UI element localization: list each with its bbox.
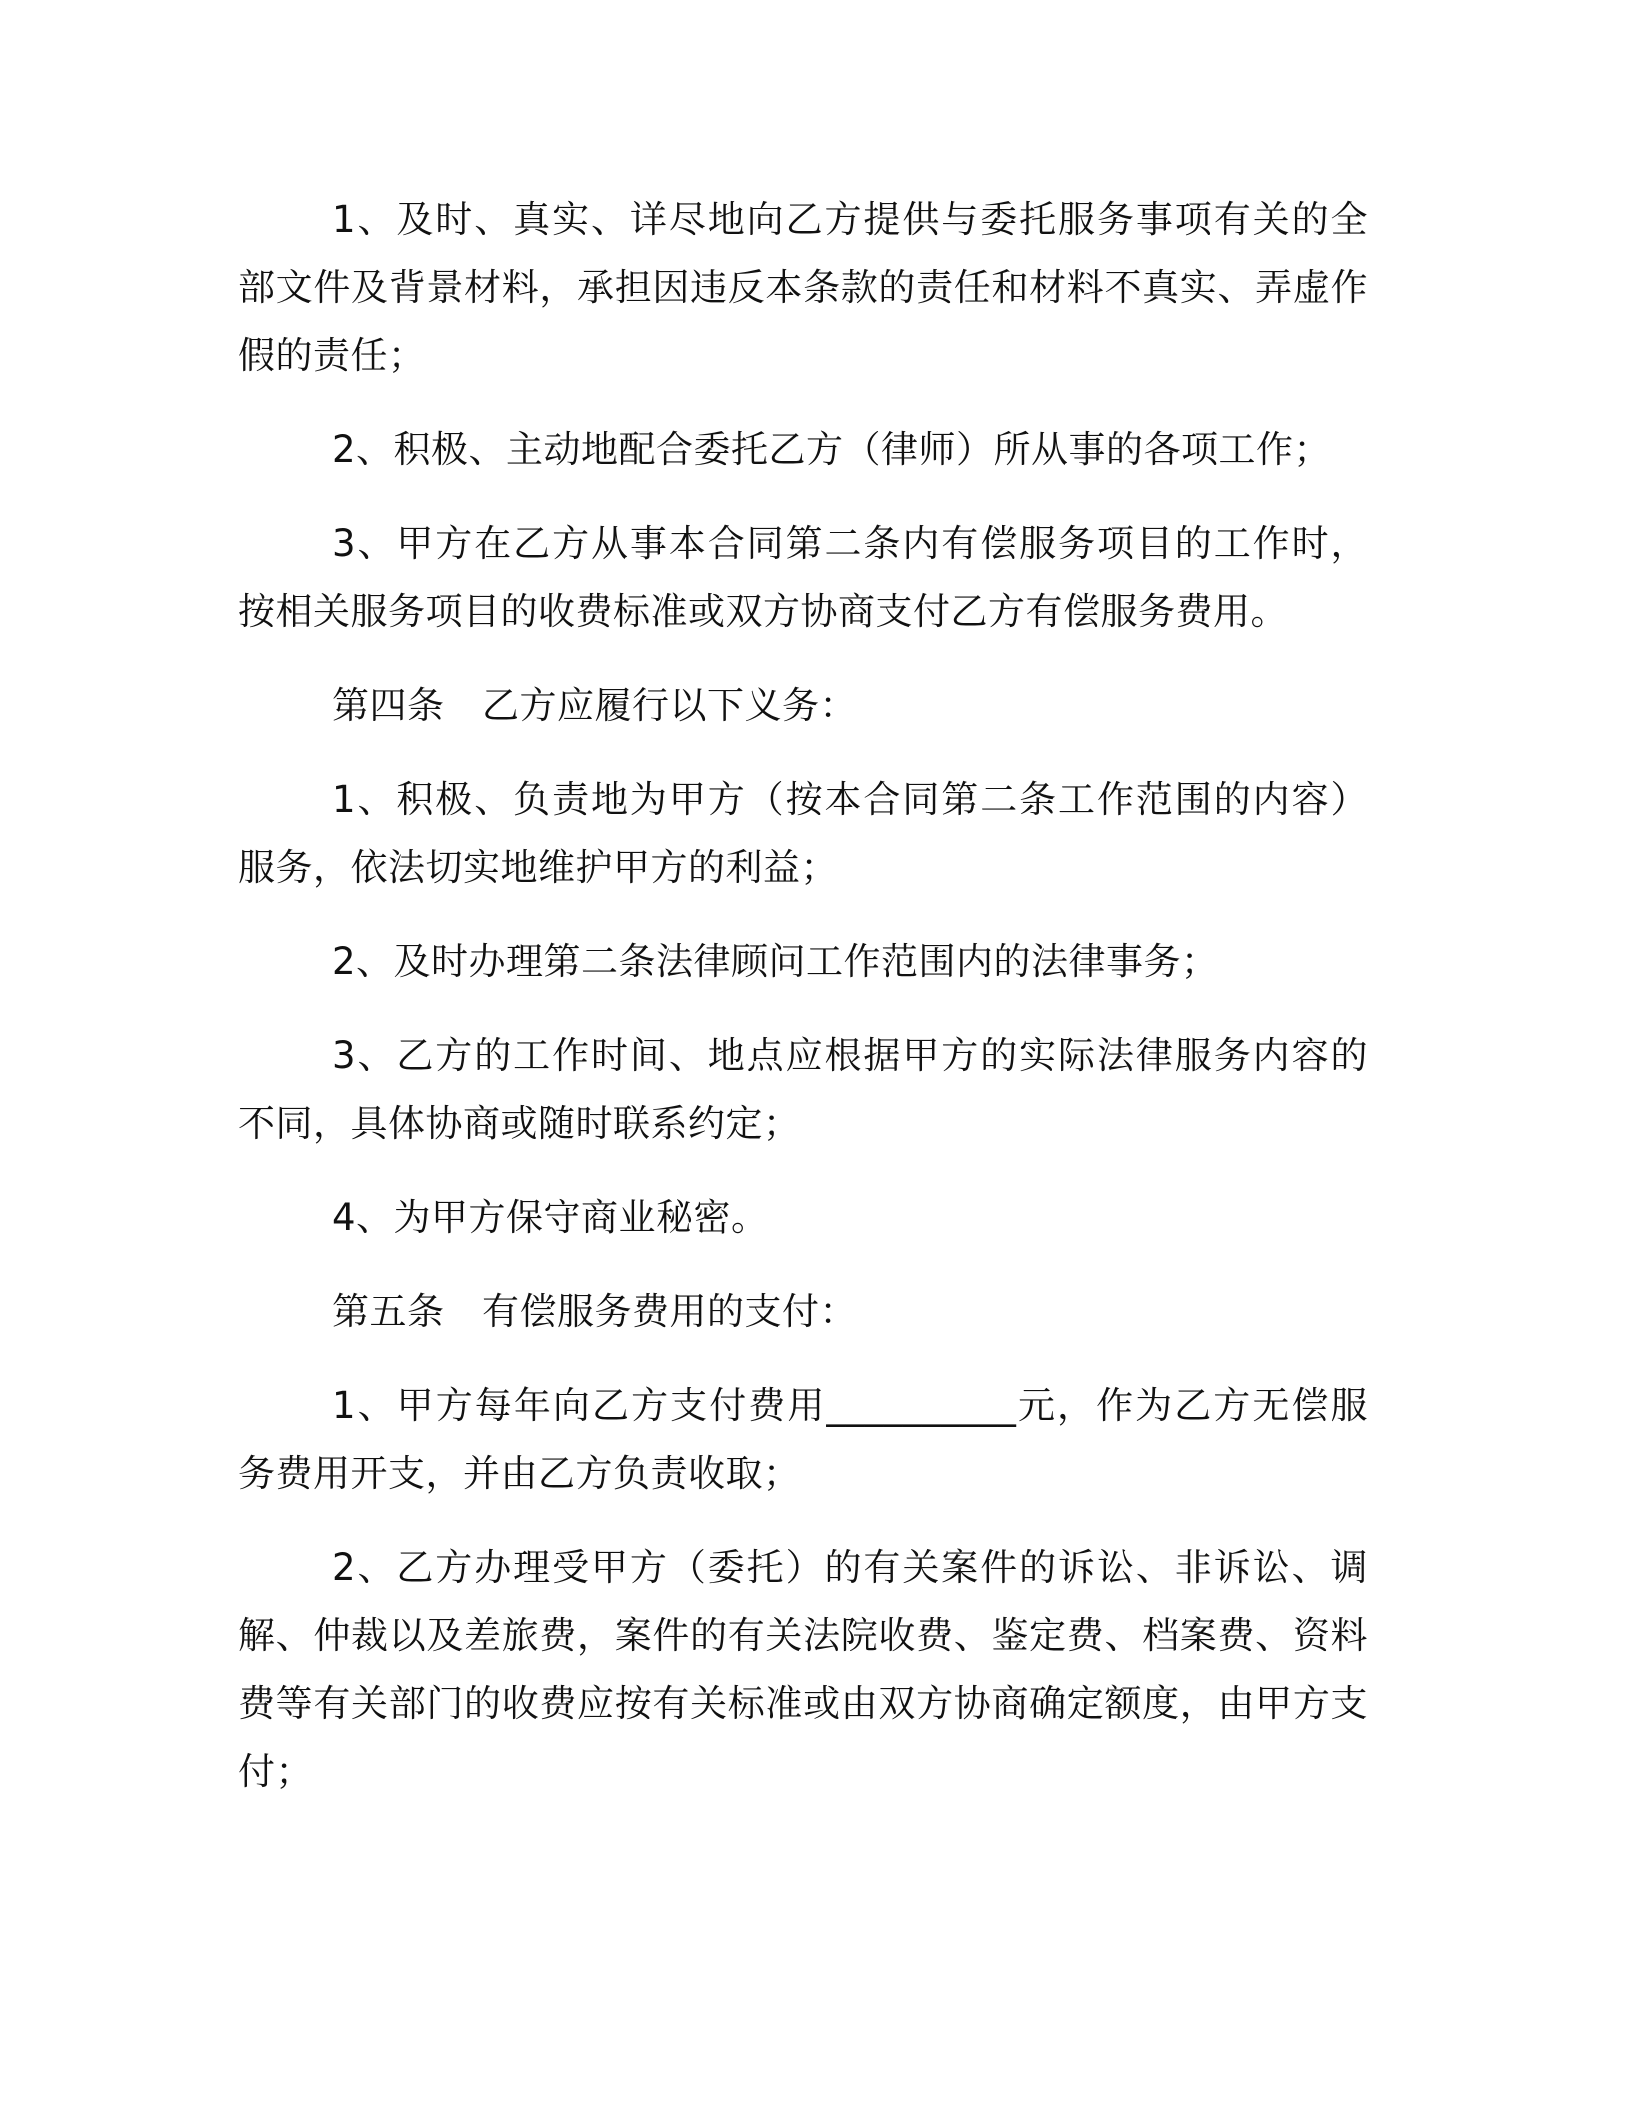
clause-3-item-3: 3、甲方在乙方从事本合同第二条内有偿服务项目的工作时，按相关服务项目的收费标准或双方协商支付乙方有偿服务费用。 — [238, 522, 1368, 633]
article-4-heading: 第四条 乙方应履行以下义务： — [332, 684, 857, 727]
clause-4-item-2: 2、及时办理第二条法律顾问工作范围内的法律事务； — [332, 940, 1219, 983]
clause-4-item-4: 4、为甲方保守商业秘密。 — [332, 1196, 769, 1239]
article-5-heading: 第五条 有偿服务费用的支付： — [332, 1290, 857, 1333]
clause-3-item-2: 2、积极、主动地配合委托乙方（律师）所从事的各项工作； — [332, 428, 1332, 471]
clause-5-item-2: 2、乙方办理受甲方（委托）的有关案件的诉讼、非诉讼、调解、仲裁以及差旅费，案件的有关法院收费、鉴定费、档案费、资料费等有关部门的收费应按有关标准或由双方协商确定额度，由甲方支付； — [238, 1546, 1368, 1793]
clause-4-item-3: 3、乙方的工作时间、地点应根据甲方的实际法律服务内容的不同，具体协商或随时联系约定； — [238, 1034, 1368, 1145]
document-page — [238, 186, 1368, 1806]
clause-4-item-1: 1、积极、负责地为甲方（按本合同第二条工作范围的内容）服务，依法切实地维护甲方的利益； — [238, 778, 1368, 889]
clause-3-item-1: 1、及时、真实、详尽地向乙方提供与委托服务事项有关的全部文件及背景材料，承担因违反本条款的责任和材料不真实、弄虚作假的责任； — [238, 198, 1368, 377]
clause-5-item-1: 1、甲方每年向乙方支付费用__________元，作为乙方无偿服务费用开支，并由乙方负责收取； — [238, 1384, 1368, 1495]
